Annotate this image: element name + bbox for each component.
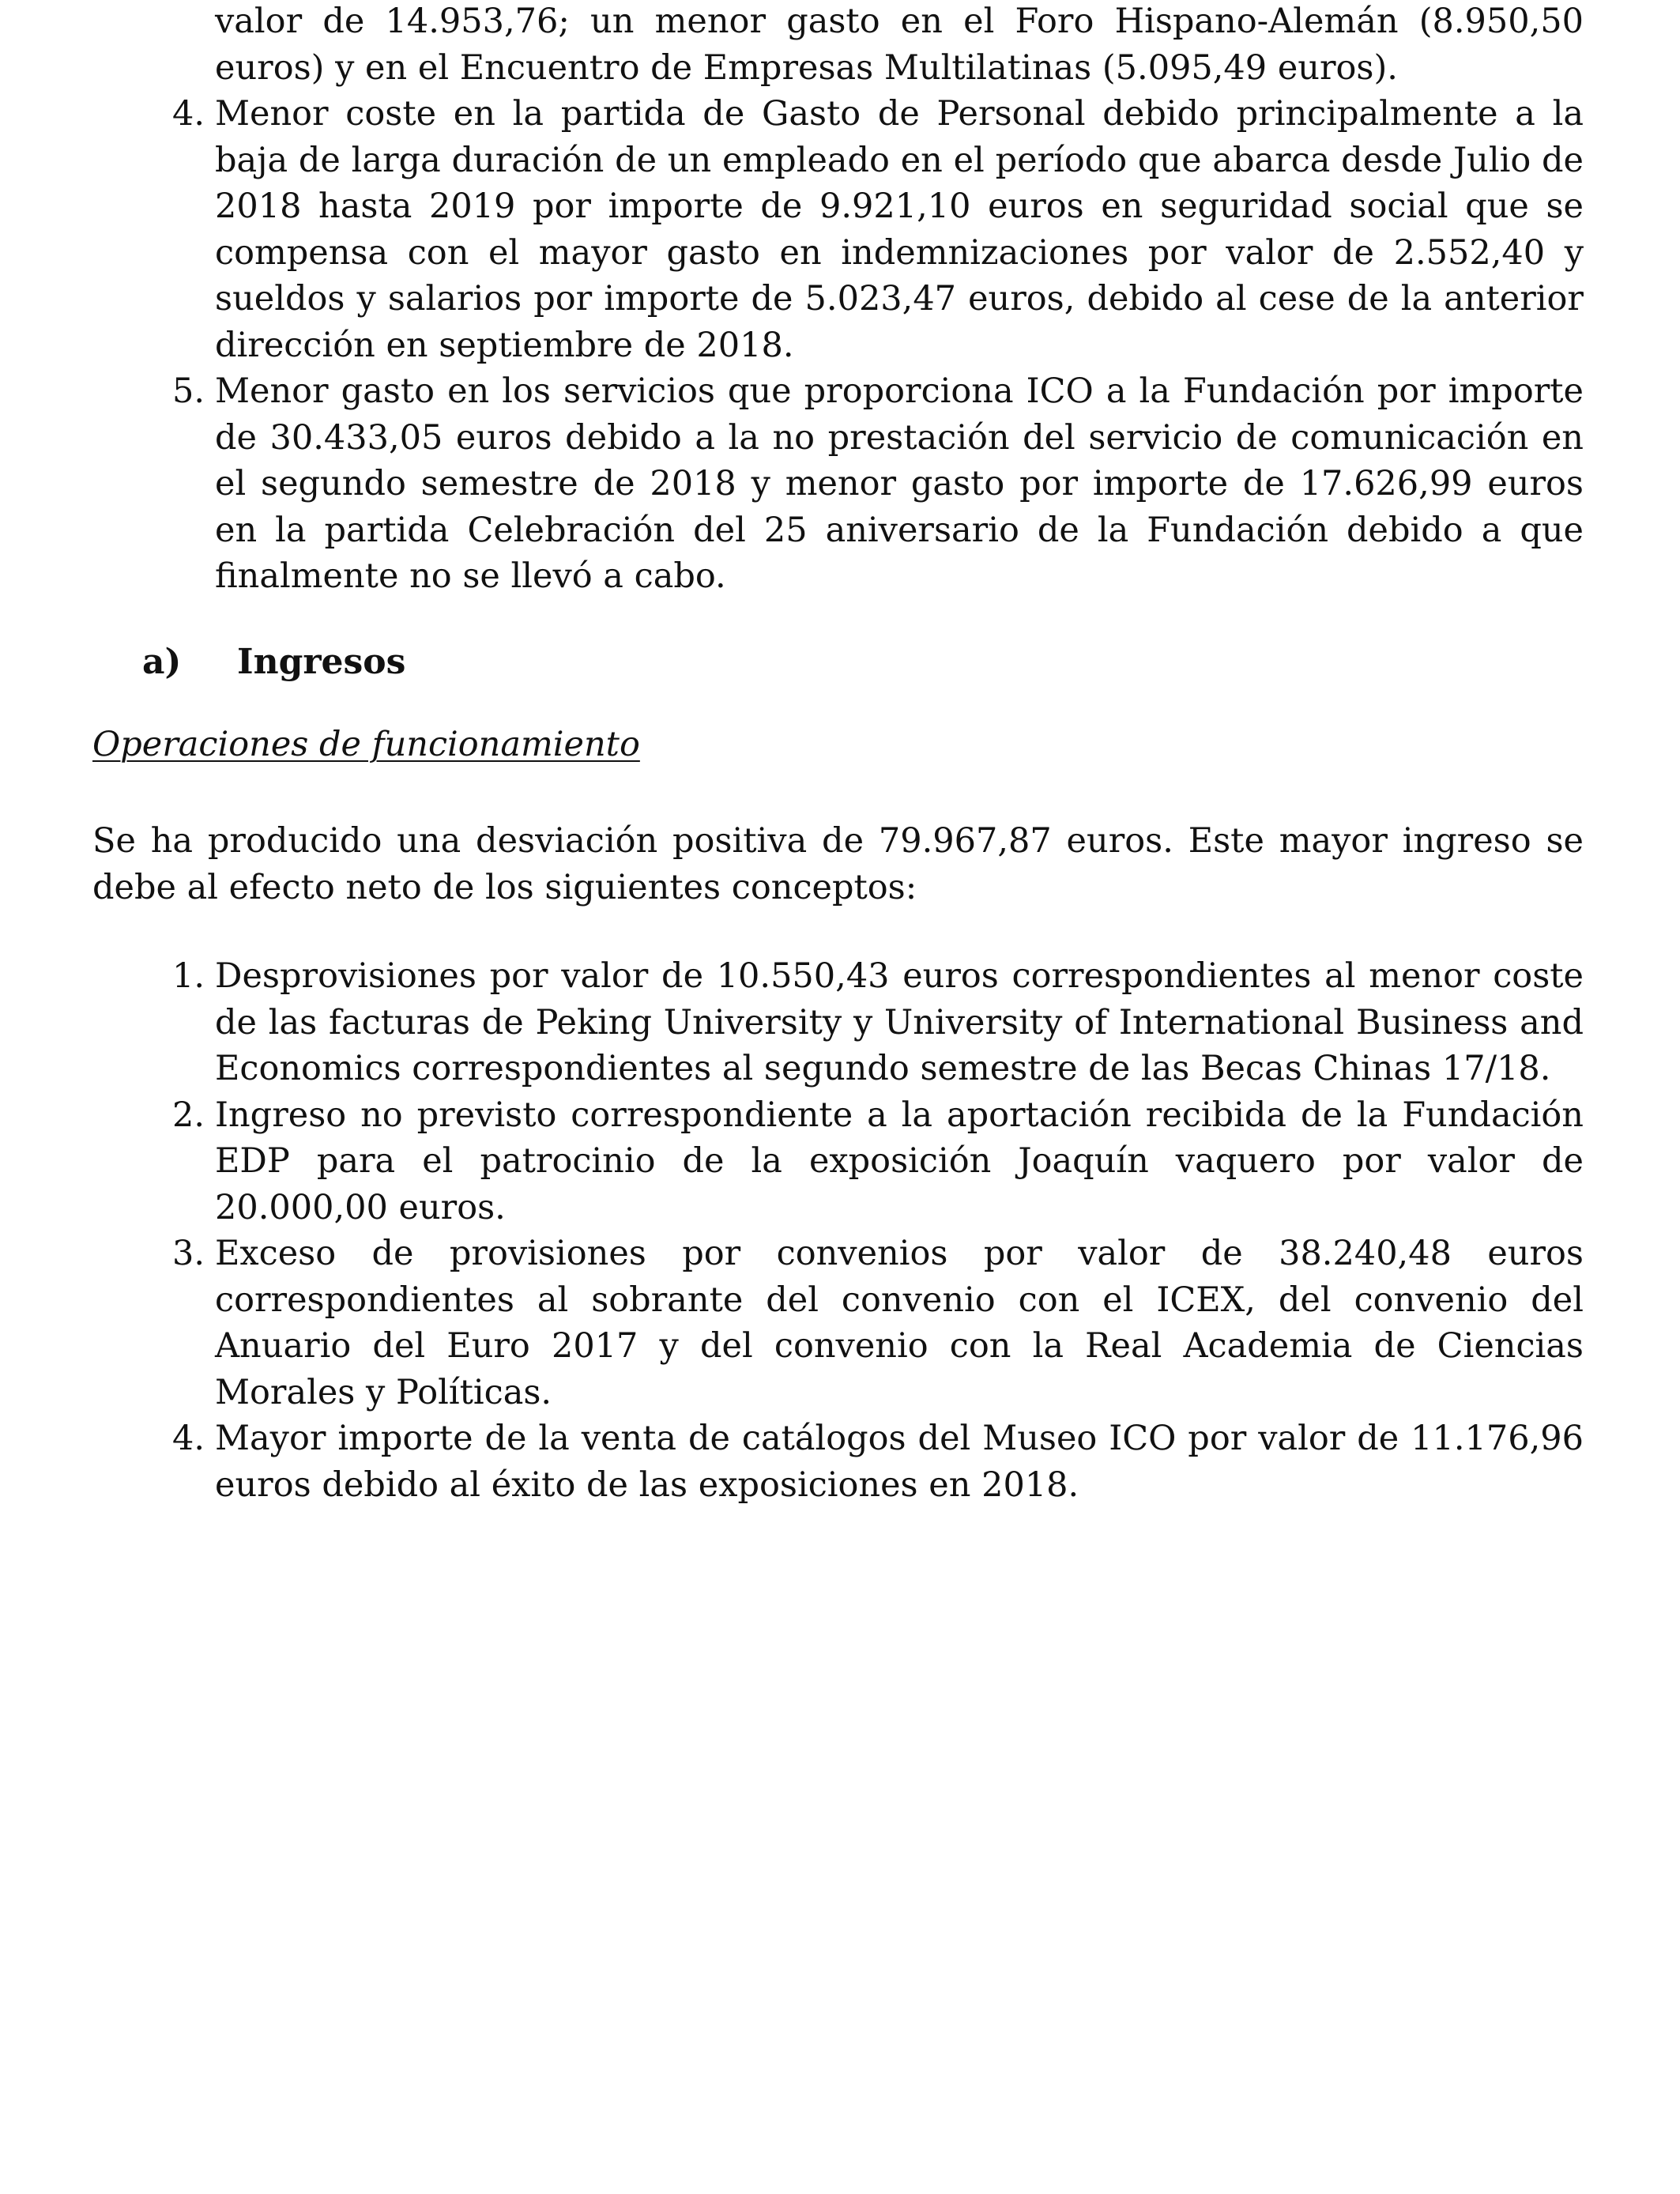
list-item	[92, 1416, 1584, 1508]
section-heading-label: a)	[142, 642, 182, 682]
list-item-text: Desprovisiones por valor de 10.550,43 euros correspondientes al menor coste de las facturas de Peking University y University of International Business and Economics correspondientes al segundo semestre de las Becas Chinas 17/18.	[215, 956, 1584, 1088]
list-item	[92, 1231, 1584, 1416]
subsection-title: Operaciones de funcionamiento	[92, 725, 640, 764]
list-item-text: Ingreso no previsto correspondiente a la aportación recibida de la Fundación EDP para el patrocinio de la exposición Joaquín vaquero por valor de 20.000,00 euros.	[215, 1095, 1584, 1227]
list-item-number: 4.	[171, 1419, 205, 1458]
list-item-text: Menor coste en la partida de Gasto de Personal debido principalmente a la baja de larga duración de un empleado en el período que abarca desde Julio de 2018 hasta 2019 por importe de 9.921,10 euros en seguridad social que se compensa con el mayor gasto en indemnizaciones por valor de 2.552,40 y sueldos y salarios por importe de 5.023,47 euros, debido al cese de la anterior dirección en septiembre de 2018.	[215, 94, 1584, 365]
continuation-paragraph: valor de 14.953,76; un menor gasto en el Foro Hispano-Alemán (8.950,50 euros) y en el Encuentro de Empresas Multilatinas (5.095,49 euros).	[215, 2, 1584, 88]
list-item-number: 3.	[171, 1234, 205, 1273]
income-items-list	[92, 953, 1584, 1508]
expense-list-continuation	[92, 0, 1584, 600]
list-item	[92, 1092, 1584, 1231]
list-item-number: 1.	[171, 956, 205, 996]
list-item	[92, 368, 1584, 600]
income-list	[92, 953, 1584, 1508]
list-item-number: 2.	[171, 1095, 205, 1135]
intro-paragraph: Se ha producido una desviación positiva de 79.967,87 euros. Este mayor ingreso se debe al efecto neto de los siguientes conceptos:	[92, 821, 1584, 907]
list-item-number: 4.	[171, 94, 205, 134]
list-item-number: 5.	[171, 371, 205, 411]
list-item-text: Menor gasto en los servicios que proporciona ICO a la Fundación por importe de 30.433,05 euros debido a la no prestación del servicio de comunicación en el segundo semestre de 2018 y menor gasto por importe de 17.626,99 euros en la partida Celebración del 25 aniversario de la Fundación debido a que finalmente no se llevó a cabo.	[215, 371, 1584, 596]
list-item-text: Exceso de provisiones por convenios por valor de 38.240,48 euros correspondientes al sobrante del convenio con el ICEX, del convenio del Anuario del Euro 2017 y del convenio con la Real Academia de Ciencias Morales y Políticas.	[215, 1234, 1584, 1412]
section-heading-title: Ingresos	[237, 642, 406, 682]
list-item-text: Mayor importe de la venta de catálogos del Museo ICO por valor de 11.176,96 euros debido al éxito de las exposiciones en 2018.	[215, 1419, 1584, 1505]
list-item	[92, 91, 1584, 368]
expense-items-list	[92, 91, 1584, 600]
list-item	[92, 953, 1584, 1092]
section-heading	[142, 642, 406, 682]
